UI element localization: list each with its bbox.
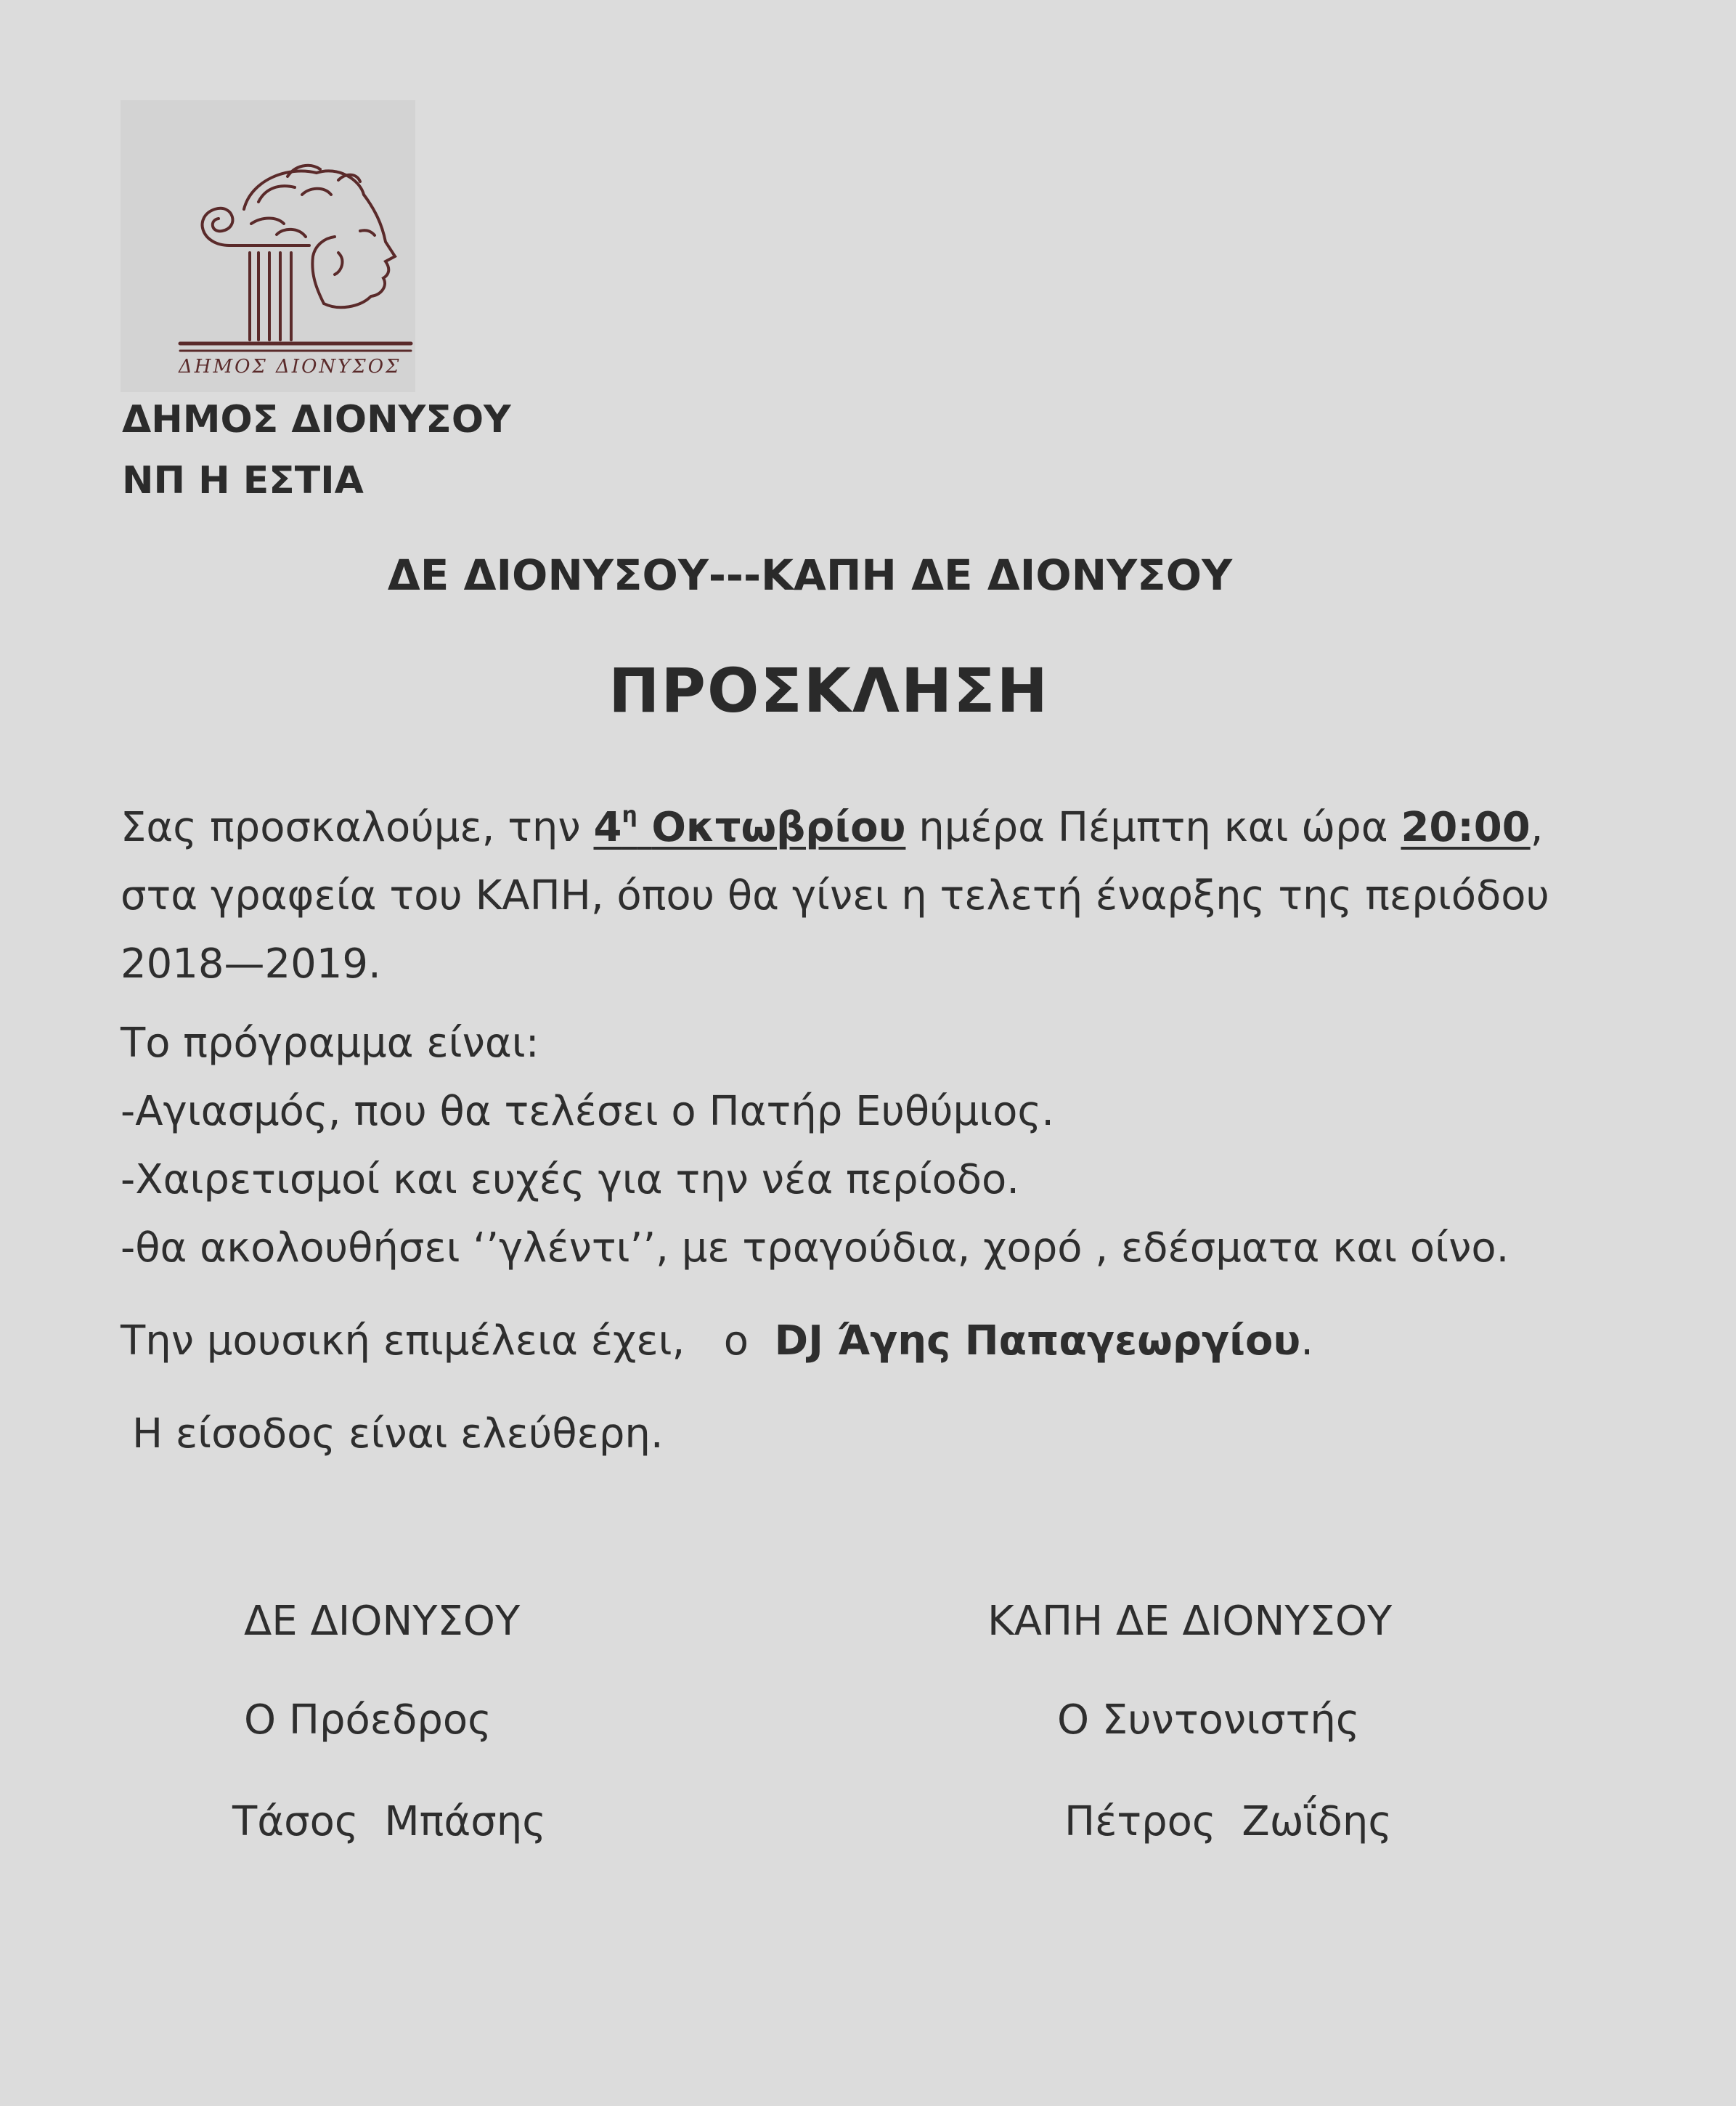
program-item: -Χαιρετισμοί και ευχές για την νέα περίοδο. bbox=[121, 1156, 1020, 1203]
right-signature-name: Πέτρος Ζωΐδης bbox=[1064, 1798, 1393, 1845]
program-item: -Αγιασμός, που θα τελέσει ο Πατήρ Ευθύμιος. bbox=[121, 1088, 1055, 1135]
subtitle-text: ΔΕ ΔΙΟΝΥΣΟΥ---ΚΑΠΗ ΔΕ ΔΙΟΝΥΣΟΥ bbox=[387, 550, 1233, 600]
paragraph-line-1 bbox=[121, 781, 1682, 862]
document-title bbox=[0, 655, 1736, 726]
program-section bbox=[121, 1009, 1682, 1282]
event-month: Οκτωβρίου bbox=[651, 804, 906, 851]
event-date bbox=[594, 804, 906, 851]
paragraph-line-2: στα γραφεία του ΚΑΠΗ, όπου θα γίνει η τελετή έναρξης της περιόδου bbox=[121, 872, 1549, 919]
invitation-paragraph bbox=[121, 781, 1682, 999]
program-heading: Το πρόγραμμα είναι: bbox=[121, 1020, 539, 1067]
municipality-logo bbox=[121, 100, 415, 392]
logo-caption: ΔΗΜΟΣ ΔΙΟΝΥΣΟΣ bbox=[179, 356, 402, 378]
music-line-text bbox=[121, 1307, 1682, 1375]
comma-text: , bbox=[1530, 804, 1544, 851]
intro-text: Σας προσκαλούμε, την bbox=[121, 804, 594, 851]
title-text: ΠΡΟΣΚΛΗΣΗ bbox=[608, 655, 1049, 726]
event-day-suffix: η bbox=[622, 802, 637, 828]
right-signature-role: Ο Συντονιστής bbox=[1057, 1696, 1360, 1744]
entry-note bbox=[132, 1400, 1693, 1468]
music-prefix: Την μουσική επιμέλεια έχει, ο bbox=[121, 1317, 775, 1365]
program-item: -θα ακολουθήσει ‘’γλέντι’’, με τραγούδια, χορό , εδέσματα και οίνο. bbox=[121, 1224, 1509, 1272]
paragraph-line-3: 2018—2019. bbox=[121, 940, 381, 988]
entry-text: Η είσοδος είναι ελεύθερη. bbox=[132, 1410, 664, 1457]
left-signature-org: ΔΕ ΔΙΟΝΥΣΟΥ bbox=[244, 1598, 521, 1645]
right-signature-org: ΚΑΠΗ ΔΕ ΔΙΟΝΥΣΟΥ bbox=[987, 1598, 1393, 1645]
event-time: 20:00 bbox=[1401, 804, 1531, 851]
music-line bbox=[121, 1307, 1682, 1375]
left-signature-role: Ο Πρόεδρος bbox=[244, 1696, 492, 1744]
org-name-municipality: ΔΗΜΟΣ ΔΙΟΝΥΣΟΥ bbox=[122, 398, 511, 442]
document-subtitle bbox=[0, 550, 1736, 600]
left-signature-name: Τάσος Μπάσης bbox=[232, 1798, 547, 1845]
org-name-entity: ΝΠ Η ΕΣΤΙΑ bbox=[122, 459, 364, 503]
day-time-text: ημέρα Πέμπτη και ώρα bbox=[905, 804, 1401, 851]
music-suffix: . bbox=[1300, 1317, 1314, 1365]
dj-name: DJ Άγης Παπαγεωργίου bbox=[774, 1317, 1301, 1365]
event-day: 4 bbox=[593, 804, 622, 851]
dionysus-head-emblem bbox=[121, 100, 415, 392]
